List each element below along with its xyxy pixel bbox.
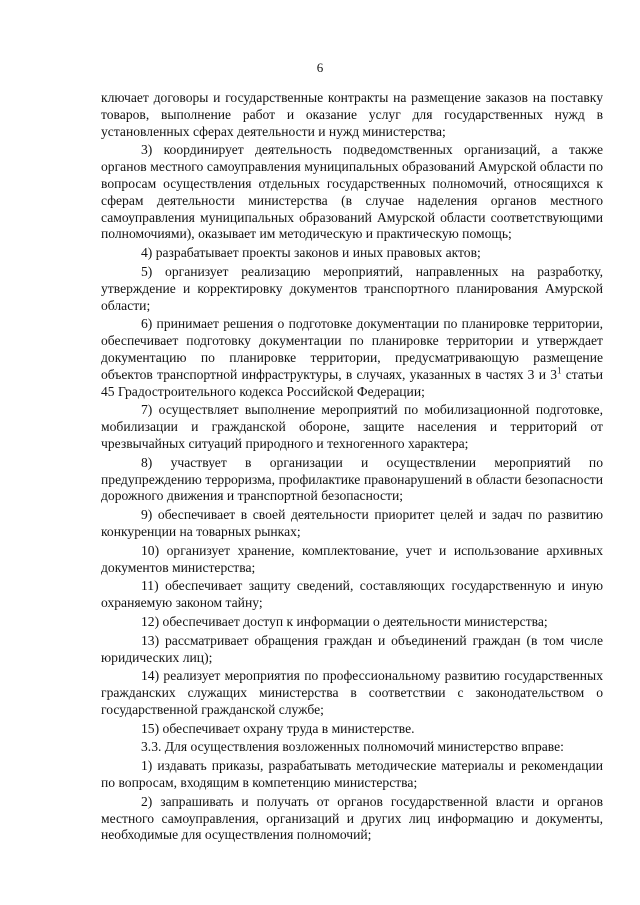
paragraph-continuation: ключает договоры и государственные контракты на размещение заказов на поставку товаров, выполнение работ и оказание услуг для государственных нужд в установленных сферах деятельности и нужд министерства; bbox=[101, 90, 603, 139]
paragraph-item-12: 12) обеспечивает доступ к информации о деятельности министерства; bbox=[141, 613, 548, 629]
paragraph-item-13: 13) рассматривает обращения граждан и объединений граждан (в том числе юридических лиц); bbox=[101, 632, 603, 665]
superscript-mark: 1 bbox=[557, 365, 562, 376]
paragraph-item-6 bbox=[101, 316, 603, 400]
paragraph-item-3: 3) координирует деятельность подведомственных организаций, а также органов местного самоуправления муниципальных образований Амурской области по вопросам осуществления отдельных государственных полномочий, относящихся к сферам деятельности министерства (в случае наделения органов местного самоуправления муниципальных образований Амурской области соответствующими полномочиями), оказывает им методическую и практическую помощь; bbox=[101, 142, 603, 242]
paragraph-item-11: 11) обеспечивает защиту сведений, составляющих государственную и иную охраняемую законом тайну; bbox=[101, 578, 603, 611]
paragraph-item-5: 5) организует реализацию мероприятий, направленных на разработку, утверждение и корректировку документов транспортного планирования Амурской области; bbox=[101, 263, 603, 313]
paragraph-item-14: 14) реализует мероприятия по профессиональному развитию государственных гражданских служащих министерства в соответствии с законодательством о государственной гражданской службе; bbox=[101, 668, 603, 717]
page-number: 6 bbox=[316, 60, 324, 75]
paragraph-item-8: 8) участвует в организации и осуществлении мероприятий по предупреждению терроризма, профилактике правонарушений в области безопасности дорожного движения и транспортной безопасности; bbox=[101, 454, 603, 504]
document-body bbox=[101, 90, 603, 846]
paragraph-item-4: 4) разрабатывает проекты законов и иных правовых актов; bbox=[141, 245, 481, 261]
paragraph-item-7: 7) осуществляет выполнение мероприятий по мобилизационной подготовке, мобилизации и гражданской обороне, защите населения и территорий от чрезвычайных ситуаций природного и техногенного характера; bbox=[101, 402, 603, 451]
paragraph-item-10: 10) организует хранение, комплектование, учет и использование архивных документов министерства; bbox=[101, 542, 603, 575]
section-3-3-heading: 3.3. Для осуществления возложенных полномочий министерство вправе: bbox=[141, 739, 564, 755]
paragraph-right-1: 1) издавать приказы, разрабатывать методические материалы и рекомендации по вопросам, входящим в компетенцию министерства; bbox=[101, 758, 603, 791]
paragraph-item-6-tail: статьи 45 Градостроительного кодекса Российской Федерации; bbox=[101, 366, 603, 399]
paragraph-item-15: 15) обеспечивает охрану труда в министерстве. bbox=[141, 720, 415, 736]
paragraph-item-9: 9) обеспечивает в своей деятельности приоритет целей и задач по развитию конкуренции на товарных рынках; bbox=[101, 507, 603, 539]
paragraph-item-6-text: 6) принимает решения о подготовке документации по планировке территории, обеспечивает подготовку документации по планировке территории и утверждает документацию по планировке территории, предусматривающую размещение объектов транспортной инфраструктуры, в случаях, указанных в частях 3 и 3 bbox=[101, 316, 603, 382]
paragraph-right-2: 2) запрашивать и получать от органов государственной власти и органов местного самоуправления, организаций и других лиц информацию и документы, необходимые для осуществления полномочий; bbox=[101, 793, 603, 843]
